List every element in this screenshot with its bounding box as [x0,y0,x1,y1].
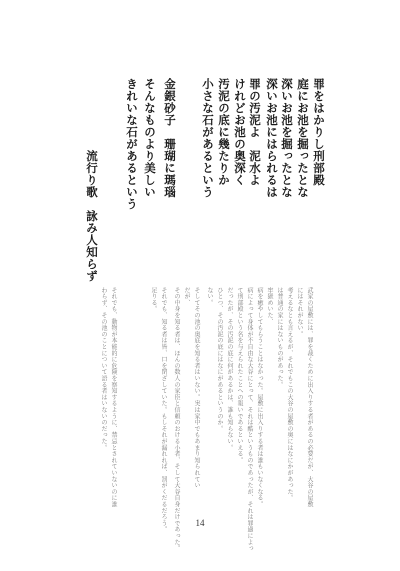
poem-line: 罪の汚泥よ 泥水よ [248,78,262,186]
poem-line: そんなものより美しい [143,78,157,198]
poem-line: 深いお池を掘ったとな [280,78,294,198]
prose-line: ない。 [206,287,213,306]
prose-line: だったが、その汚泥の底に何があるかは、誰も知らない。 [226,287,233,451]
poem-caption: 流行り歌 詠み人知らず [85,150,99,282]
prose-line: それでも、動物が本能的に危険を察知するように、禁忌とされていないのに誰 [110,287,117,508]
poem-line: 金銀砂子 珊瑚に瑪瑙 [163,78,177,198]
prose-line: わらず、その池のことについて語る者はいないのだった。 [100,287,107,451]
prose-line: にはそれがない。 [296,287,303,338]
prose-line: 病を癒やしてもらうことはなかった。屋敷に出入りする者は誰もいなくなる。 [256,287,263,508]
poem-line: 庭にお池を掘ったとな [296,78,310,198]
prose-line: ひとつ、その汚泥の底にはなにがあるというのか。 [216,287,223,432]
prose-line: その中身を知る者は、ほんの数人の家臣と信頼のおける小者、そして大谷自身だけであった。 [173,287,180,552]
prose-line: 武家の屋敷には、罪を裁くために出入りする者があるの必要だが、大谷の屋敷 [306,287,313,508]
prose-line: て刑部殿という名を与えられたことへの報いであるといえる。 [236,287,243,464]
prose-line: 病によって身体が不自由な大谷にとって、それは酷というものであったが、それは罪過によっ [246,287,253,552]
poem-line: 小さな石があるという [201,78,215,198]
poem-line: けれどお池の奥深く [233,78,247,186]
page-number: 14 [195,518,205,528]
poem-line: 罪をはかりし刑部殿 [312,78,326,186]
prose-line: だが、 [183,287,190,306]
prose-line: は普通の家にはないものがあった。 [276,287,283,388]
prose-line: それでも、知る者は皆、口を閉ざしていた。もしそれが漏れれば、罰がくだるだろう。 [160,287,167,533]
prose-line: 考えるなとも言えるが、それでもこの大谷の屋敷の奥にはなにかがあった。 [286,287,293,502]
prose-line: 足りる。 [150,287,157,313]
poem-line: 深いお池にはられるは [265,78,279,198]
prose-line: そしてその池の奥底を知る者はいない。実は家中でもあまり知られてい [193,287,200,489]
prose-line: 牢獄めいた、 [266,287,273,325]
poem-line: きれいな石があるという [125,78,139,210]
poem-line: 汚泥の底に幾たりか [217,78,231,186]
